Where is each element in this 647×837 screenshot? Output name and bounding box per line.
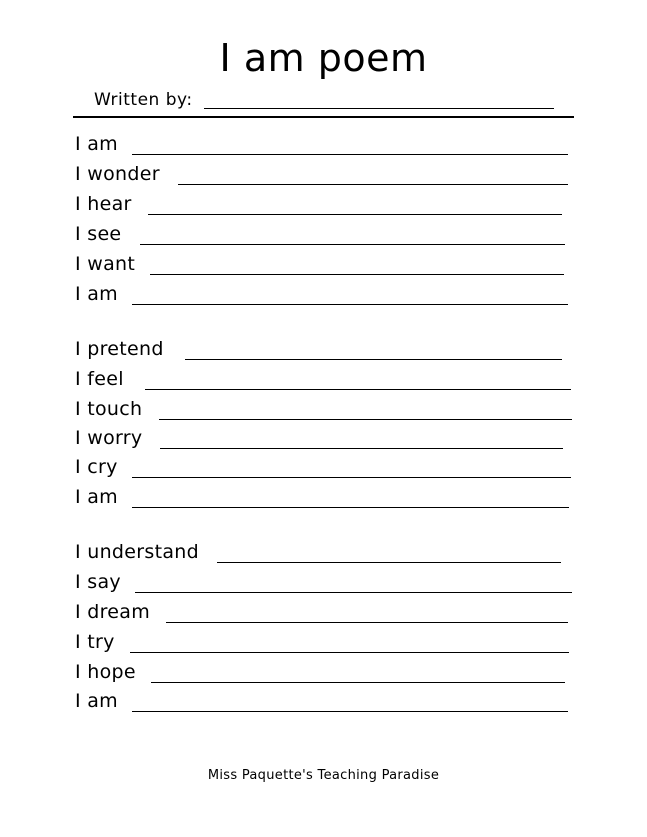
- poem-line-prompt: I am: [75, 283, 118, 305]
- poem-line-blank[interactable]: [178, 184, 568, 185]
- header-divider: [73, 116, 574, 118]
- poem-line: [75, 161, 568, 189]
- page-title: I am poem: [219, 36, 428, 80]
- poem-line-blank[interactable]: [145, 389, 571, 390]
- author-label: Written by:: [94, 90, 193, 110]
- poem-line-blank[interactable]: [130, 652, 569, 653]
- poem-line-prompt: I hope: [75, 661, 136, 683]
- poem-line: [75, 191, 562, 219]
- poem-line-prompt: I say: [75, 571, 121, 593]
- poem-line-blank[interactable]: [217, 562, 561, 563]
- footer-credit: Miss Paquette's Teaching Paradise: [207, 768, 440, 783]
- poem-line-prompt: I dream: [75, 601, 151, 623]
- poem-line-prompt: I am: [75, 133, 118, 155]
- poem-line: [75, 569, 572, 597]
- poem-line: [75, 425, 563, 453]
- poem-line-prompt: I pretend: [75, 338, 164, 360]
- poem-line-blank[interactable]: [132, 711, 568, 712]
- poem-line: [75, 251, 564, 279]
- poem-line-prompt: I hear: [75, 193, 132, 215]
- poem-line: [75, 688, 568, 716]
- poem-line-blank[interactable]: [159, 419, 572, 420]
- poem-line-blank[interactable]: [140, 244, 565, 245]
- poem-line-prompt: I try: [75, 631, 115, 653]
- poem-line: [75, 484, 569, 512]
- poem-line: [75, 629, 569, 657]
- poem-line-prompt: I feel: [75, 368, 124, 390]
- poem-line-prompt: I touch: [75, 398, 143, 420]
- poem-line: [75, 336, 562, 364]
- poem-line-prompt: I want: [75, 253, 136, 275]
- poem-line-prompt: I worry: [75, 427, 143, 449]
- poem-line-blank[interactable]: [132, 507, 569, 508]
- poem-line: [75, 221, 565, 249]
- author-blank-line[interactable]: [204, 108, 554, 109]
- poem-line-blank[interactable]: [132, 477, 571, 478]
- poem-line-blank[interactable]: [135, 592, 572, 593]
- poem-line: [75, 454, 571, 482]
- poem-line: [75, 539, 561, 567]
- poem-line-blank[interactable]: [160, 448, 563, 449]
- poem-line-prompt: I am: [75, 690, 118, 712]
- poem-line-prompt: I cry: [75, 456, 118, 478]
- poem-line-blank[interactable]: [150, 274, 564, 275]
- poem-line-blank[interactable]: [185, 359, 562, 360]
- poem-line-blank[interactable]: [166, 622, 568, 623]
- poem-line: [75, 131, 568, 159]
- poem-line-prompt: I understand: [75, 541, 199, 563]
- poem-line-blank[interactable]: [151, 682, 565, 683]
- poem-line-prompt: I am: [75, 486, 118, 508]
- poem-line: [75, 396, 572, 424]
- poem-line: [75, 659, 565, 687]
- poem-line: [75, 281, 568, 309]
- poem-line: [75, 599, 568, 627]
- poem-line-blank[interactable]: [148, 214, 562, 215]
- poem-line-blank[interactable]: [132, 154, 568, 155]
- poem-line-prompt: I see: [75, 223, 122, 245]
- poem-line-blank[interactable]: [132, 304, 568, 305]
- poem-line-prompt: I wonder: [75, 163, 160, 185]
- poem-line: [75, 366, 571, 394]
- author-field: [94, 88, 554, 112]
